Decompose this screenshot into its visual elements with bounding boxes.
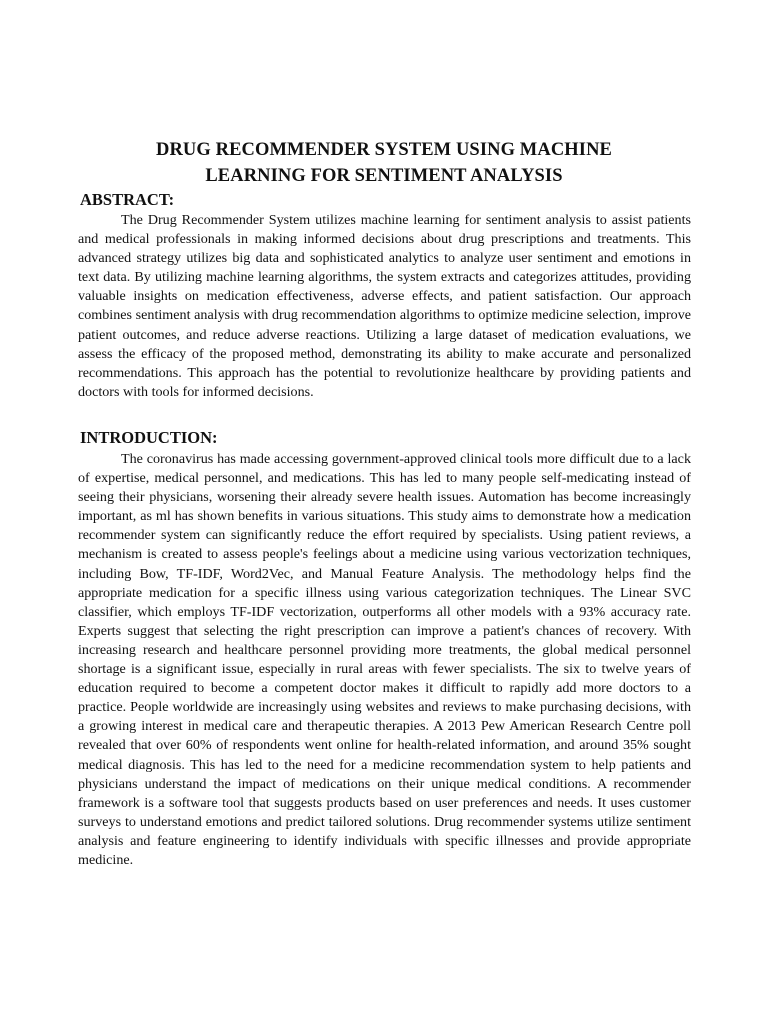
introduction-paragraph: The coronavirus has made accessing government-approved clinical tools more difficult due to a lack of expertise, medical personnel, and medications. This has led to many people self-medicating instead of seeing their physicians, worsening their already severe health issues. Automation has become increasingly important, as ml has shown benefits in various situations. This study aims to demonstrate how a medication recommender system can significantly reduce the effort required by specialists. Using patient reviews, a mechanism is created to assess people's feelings about a medicine using various vectorization techniques, including Bow, TF-IDF, Word2Vec, and Manual Feature Analysis. The methodology helps find the appropriate medication for a specific illness using various categorization techniques. The Linear SVC classifier, which employs TF-IDF vectorization, outperforms all other models with a 93% accuracy rate. Experts suggest that selecting the right prescription can improve a patient's chances of recovery. With increasing research and healthcare personnel providing more treatments, the global medical personnel shortage is a significant issue, especially in rural areas with fewer specialists. The six to twelve years of education required to become a competent doctor makes it difficult to rapidly add more doctors to a practice. People worldwide are increasingly using websites and reviews to make purchasing decisions, with a growing interest in medical care and therapeutic therapies. A 2013 Pew American Research Centre poll revealed that over 60% of respondents went online for health-related information, and around 35% sought medical diagnosis. This has led to the need for a medicine recommendation system to help patients and physicians understand the impact of medications on their unique medical conditions. A recommender framework is a software tool that suggests products based on user preferences and needs. It uses customer surveys to understand emotions and predict tailored solutions. Drug recommender systems utilize sentiment analysis and feature engineering to identify individuals with specific illnesses and provide appropriate medicine. (78, 451, 691, 868)
introduction-heading: INTRODUCTION: (80, 428, 218, 447)
paper-title-line-1: DRUG RECOMMENDER SYSTEM USING MACHINE (156, 140, 612, 160)
paper-title-line-2: LEARNING FOR SENTIMENT ANALYSIS (205, 166, 563, 186)
abstract-paragraph: The Drug Recommender System utilizes machine learning for sentiment analysis to assist patients and medical professionals in making informed decisions about drug prescriptions and treatments. This advanced strategy utilizes big data and sophisticated analytics to analyze user sentiment and emotions in text data. By utilizing machine learning algorithms, the system extracts and categorizes attitudes, providing valuable insights on medication effectiveness, adverse effects, and patient satisfaction. Our approach combines sentiment analysis with drug recommendation algorithms to optimize medicine selection, improve patient outcomes, and reduce adverse reactions. Utilizing a large dataset of medication evaluations, we assess the efficacy of the proposed method, demonstrating its ability to make accurate and personalized recommendations. This approach has the potential to revolutionize healthcare by providing patients and doctors with tools for informed decisions. (78, 212, 691, 400)
abstract-heading: ABSTRACT: (80, 190, 175, 209)
